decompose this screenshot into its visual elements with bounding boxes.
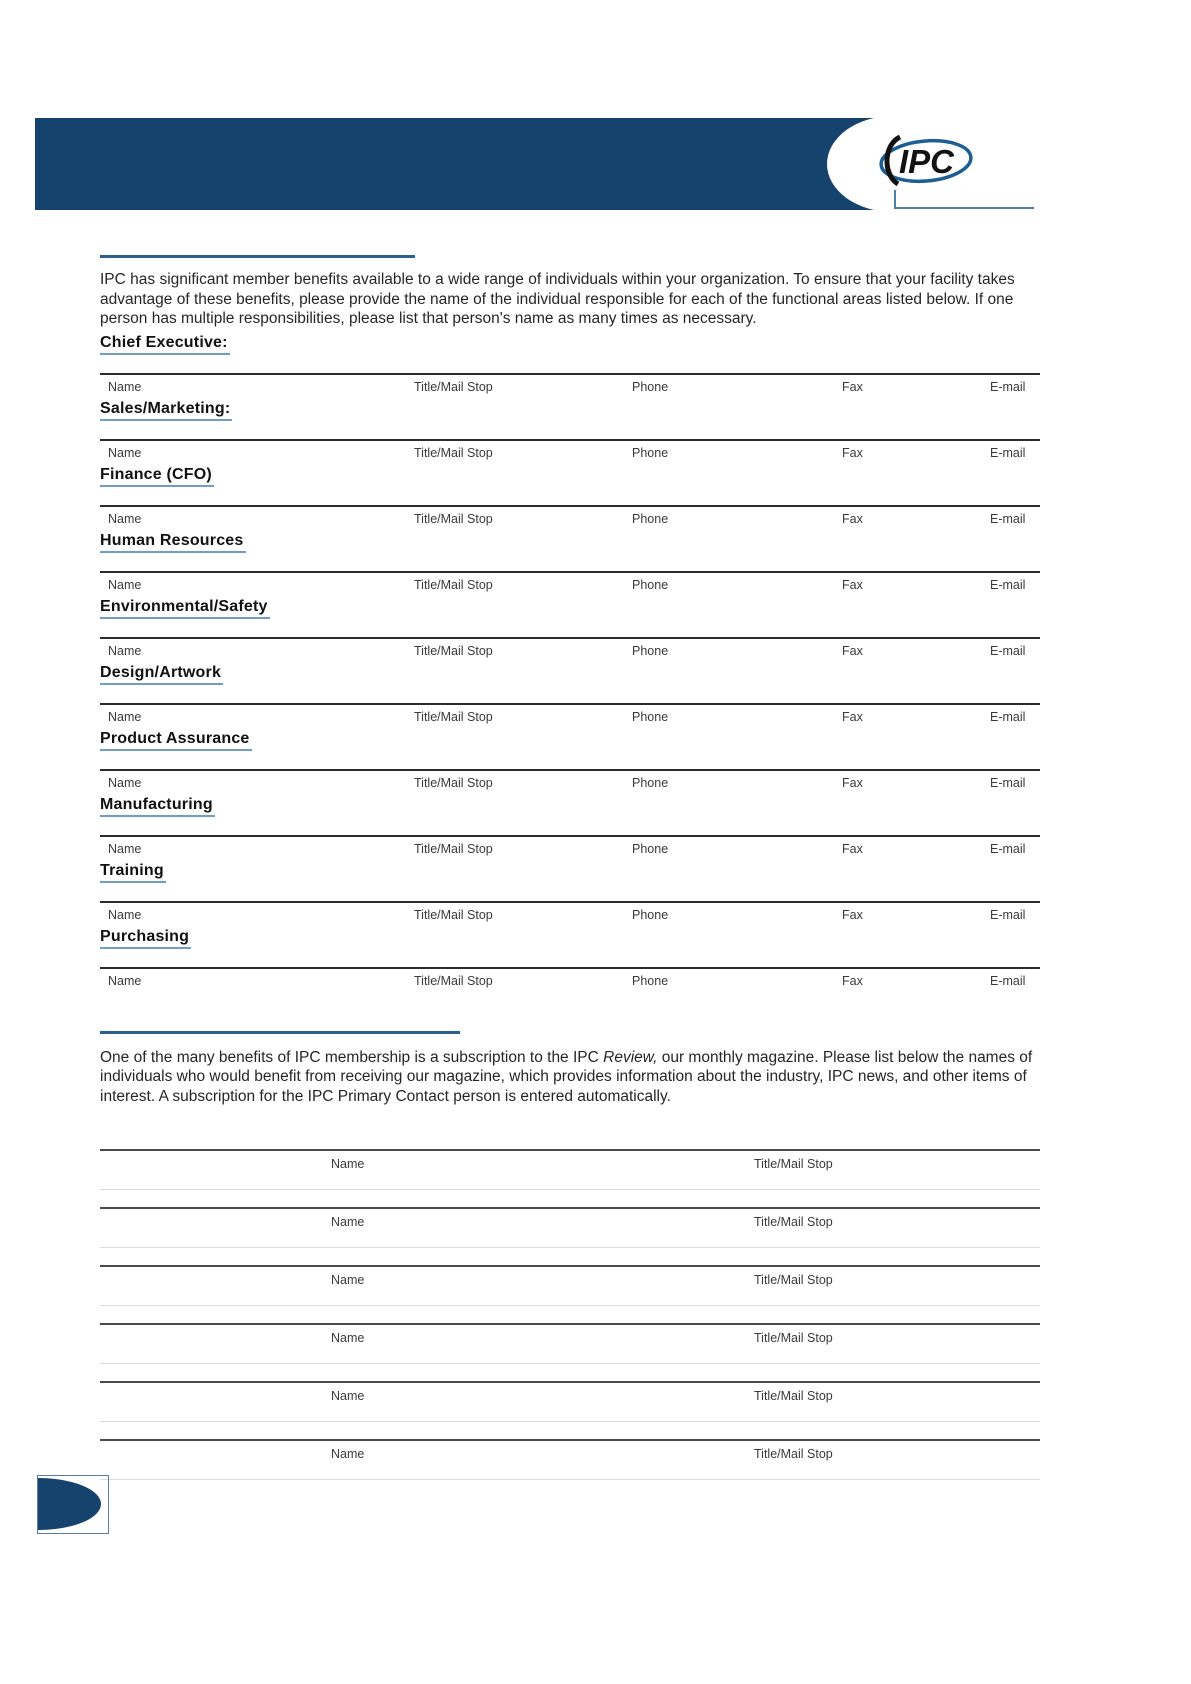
column-label-title-mail-stop: Title/Mail Stop (414, 445, 493, 460)
column-label-fax: Fax (842, 709, 863, 724)
column-label-name: Name (108, 709, 142, 724)
column-label-e-mail: E-mail (990, 379, 1026, 394)
section2-intro-text-1: One of the many benefits of IPC membership is a subscription to the IPC (100, 1048, 604, 1066)
functional-area-block (100, 333, 1040, 395)
column-label-fax: Fax (842, 907, 863, 922)
section2-intro-text-2: our monthly magazine. Please list below the names of individuals who would benefit from receiving our magazine, which provides information about the industry, IPC news, and other items of interest. A subscription for the IPC Primary Contact person is entered automatically. (100, 1048, 1033, 1105)
column-label-name: Name (108, 511, 142, 526)
functional-area-heading: Manufacturing (100, 795, 215, 817)
column-label-name: Name (331, 1331, 365, 1345)
column-label-name: Name (108, 907, 142, 922)
entry-fill-line (100, 637, 1040, 639)
subscription-fill-line (100, 1265, 1040, 1267)
field-labels-row (100, 380, 1040, 395)
functional-area-block (100, 597, 1040, 659)
column-label-phone: Phone (632, 841, 669, 856)
functional-area-heading: Product Assurance (100, 729, 252, 751)
column-label-fax: Fax (842, 775, 863, 790)
column-label-fax: Fax (842, 445, 863, 460)
footer-tab-box (37, 1475, 109, 1534)
column-label-e-mail: E-mail (990, 775, 1026, 790)
field-labels-row (100, 710, 1040, 725)
column-label-e-mail: E-mail (990, 973, 1026, 988)
column-label-title-mail-stop: Title/Mail Stop (414, 511, 493, 526)
subscription-fill-line (100, 1381, 1040, 1383)
section1-divider (100, 255, 415, 258)
subscription-fill-line (100, 1439, 1040, 1441)
field-labels-row (100, 578, 1040, 593)
entry-fill-line (100, 769, 1040, 771)
functional-areas (100, 333, 1040, 989)
subscription-row (100, 1149, 1040, 1207)
column-label-e-mail: E-mail (990, 907, 1026, 922)
column-label-name: Name (108, 379, 142, 394)
section2-intro (100, 1048, 1040, 1107)
entry-fill-line (100, 505, 1040, 507)
column-label-name: Name (108, 841, 142, 856)
functional-area-block (100, 861, 1040, 923)
column-label-phone: Phone (632, 445, 669, 460)
functional-area-block (100, 531, 1040, 593)
column-label-title-mail-stop: Title/Mail Stop (754, 1331, 833, 1345)
column-label-e-mail: E-mail (990, 643, 1026, 658)
column-label-title-mail-stop: Title/Mail Stop (414, 379, 493, 394)
column-label-name: Name (331, 1273, 365, 1287)
subscription-row (100, 1323, 1040, 1381)
scan-artifact-line (100, 1421, 1040, 1422)
column-label-title-mail-stop: Title/Mail Stop (414, 775, 493, 790)
column-label-name: Name (108, 775, 142, 790)
functional-area-heading: Training (100, 861, 166, 883)
column-label-title-mail-stop: Title/Mail Stop (754, 1157, 833, 1171)
column-label-e-mail: E-mail (990, 841, 1026, 856)
functional-area-block (100, 927, 1040, 989)
field-labels-row (100, 644, 1040, 659)
functional-area-block (100, 465, 1040, 527)
column-label-e-mail: E-mail (990, 709, 1026, 724)
column-label-title-mail-stop: Title/Mail Stop (754, 1273, 833, 1287)
functional-area-heading: Sales/Marketing: (100, 399, 232, 421)
column-label-name: Name (331, 1447, 365, 1461)
subscription-row (100, 1265, 1040, 1323)
column-label-title-mail-stop: Title/Mail Stop (414, 709, 493, 724)
column-label-title-mail-stop: Title/Mail Stop (414, 643, 493, 658)
subscription-fill-line (100, 1207, 1040, 1209)
field-labels-row (100, 908, 1040, 923)
main-content (100, 255, 1040, 1497)
column-label-fax: Fax (842, 379, 863, 394)
column-label-title-mail-stop: Title/Mail Stop (754, 1447, 833, 1461)
column-label-title-mail-stop: Title/Mail Stop (414, 577, 493, 592)
field-labels-row (100, 446, 1040, 461)
footer-tab-shape (38, 1478, 101, 1530)
column-label-phone: Phone (632, 709, 669, 724)
column-label-phone: Phone (632, 379, 669, 394)
field-labels-row (100, 842, 1040, 857)
subscription-list (100, 1149, 1040, 1497)
column-label-name: Name (331, 1389, 365, 1403)
functional-area-heading: Environmental/Safety (100, 597, 270, 619)
functional-area-block (100, 795, 1040, 857)
column-label-fax: Fax (842, 643, 863, 658)
column-label-phone: Phone (632, 907, 669, 922)
header-banner (35, 118, 890, 210)
entry-fill-line (100, 703, 1040, 705)
column-label-e-mail: E-mail (990, 577, 1026, 592)
column-label-phone: Phone (632, 577, 669, 592)
functional-area-block (100, 663, 1040, 725)
entry-fill-line (100, 967, 1040, 969)
magazine-title: Review, (603, 1048, 658, 1066)
subscription-row (100, 1207, 1040, 1265)
column-label-name: Name (108, 445, 142, 460)
subscription-row (100, 1439, 1040, 1497)
entry-fill-line (100, 571, 1040, 573)
column-label-title-mail-stop: Title/Mail Stop (414, 841, 493, 856)
subscription-fill-line (100, 1149, 1040, 1151)
scan-artifact-line (100, 1247, 1040, 1248)
scan-artifact-line (100, 1305, 1040, 1306)
functional-area-heading: Finance (CFO) (100, 465, 214, 487)
column-label-phone: Phone (632, 643, 669, 658)
column-label-e-mail: E-mail (990, 511, 1026, 526)
entry-fill-line (100, 439, 1040, 441)
section2-divider (100, 1031, 460, 1034)
entry-fill-line (100, 373, 1040, 375)
field-labels-row (100, 974, 1040, 989)
column-label-title-mail-stop: Title/Mail Stop (754, 1215, 833, 1229)
column-label-fax: Fax (842, 511, 863, 526)
column-label-title-mail-stop: Title/Mail Stop (414, 907, 493, 922)
functional-area-heading: Design/Artwork (100, 663, 223, 685)
field-labels-row (100, 776, 1040, 791)
scan-artifact-line (100, 1363, 1040, 1364)
section1-intro: IPC has significant member benefits available to a wide range of individuals within your organization. To ensure that your facility takes advantage of these benefits, please provide the name of the individual responsible for each of the functional areas listed below. If one person has multiple responsibilities, please list that person's name as many times as necessary. (100, 271, 1015, 327)
column-label-name: Name (108, 643, 142, 658)
column-label-e-mail: E-mail (990, 445, 1026, 460)
subscription-row (100, 1381, 1040, 1439)
entry-fill-line (100, 901, 1040, 903)
field-labels-row (100, 512, 1040, 527)
column-label-name: Name (108, 973, 142, 988)
scan-artifact-line (100, 1189, 1040, 1190)
scan-artifact-line (100, 1479, 1040, 1480)
column-label-name: Name (331, 1157, 365, 1171)
column-label-fax: Fax (842, 577, 863, 592)
functional-area-heading: Human Resources (100, 531, 246, 553)
functional-area-heading: Chief Executive: (100, 333, 230, 355)
column-label-title-mail-stop: Title/Mail Stop (754, 1389, 833, 1403)
column-label-fax: Fax (842, 973, 863, 988)
logo-bracket-line (894, 207, 1034, 209)
subscription-fill-line (100, 1323, 1040, 1325)
functional-area-heading: Purchasing (100, 927, 191, 949)
entry-fill-line (100, 835, 1040, 837)
column-label-name: Name (108, 577, 142, 592)
ipc-logo-text: IPC (899, 143, 955, 180)
column-label-title-mail-stop: Title/Mail Stop (414, 973, 493, 988)
column-label-phone: Phone (632, 775, 669, 790)
column-label-phone: Phone (632, 511, 669, 526)
column-label-name: Name (331, 1215, 365, 1229)
ipc-logo (872, 128, 976, 194)
functional-area-block (100, 729, 1040, 791)
column-label-fax: Fax (842, 841, 863, 856)
functional-area-block (100, 399, 1040, 461)
column-label-phone: Phone (632, 973, 669, 988)
